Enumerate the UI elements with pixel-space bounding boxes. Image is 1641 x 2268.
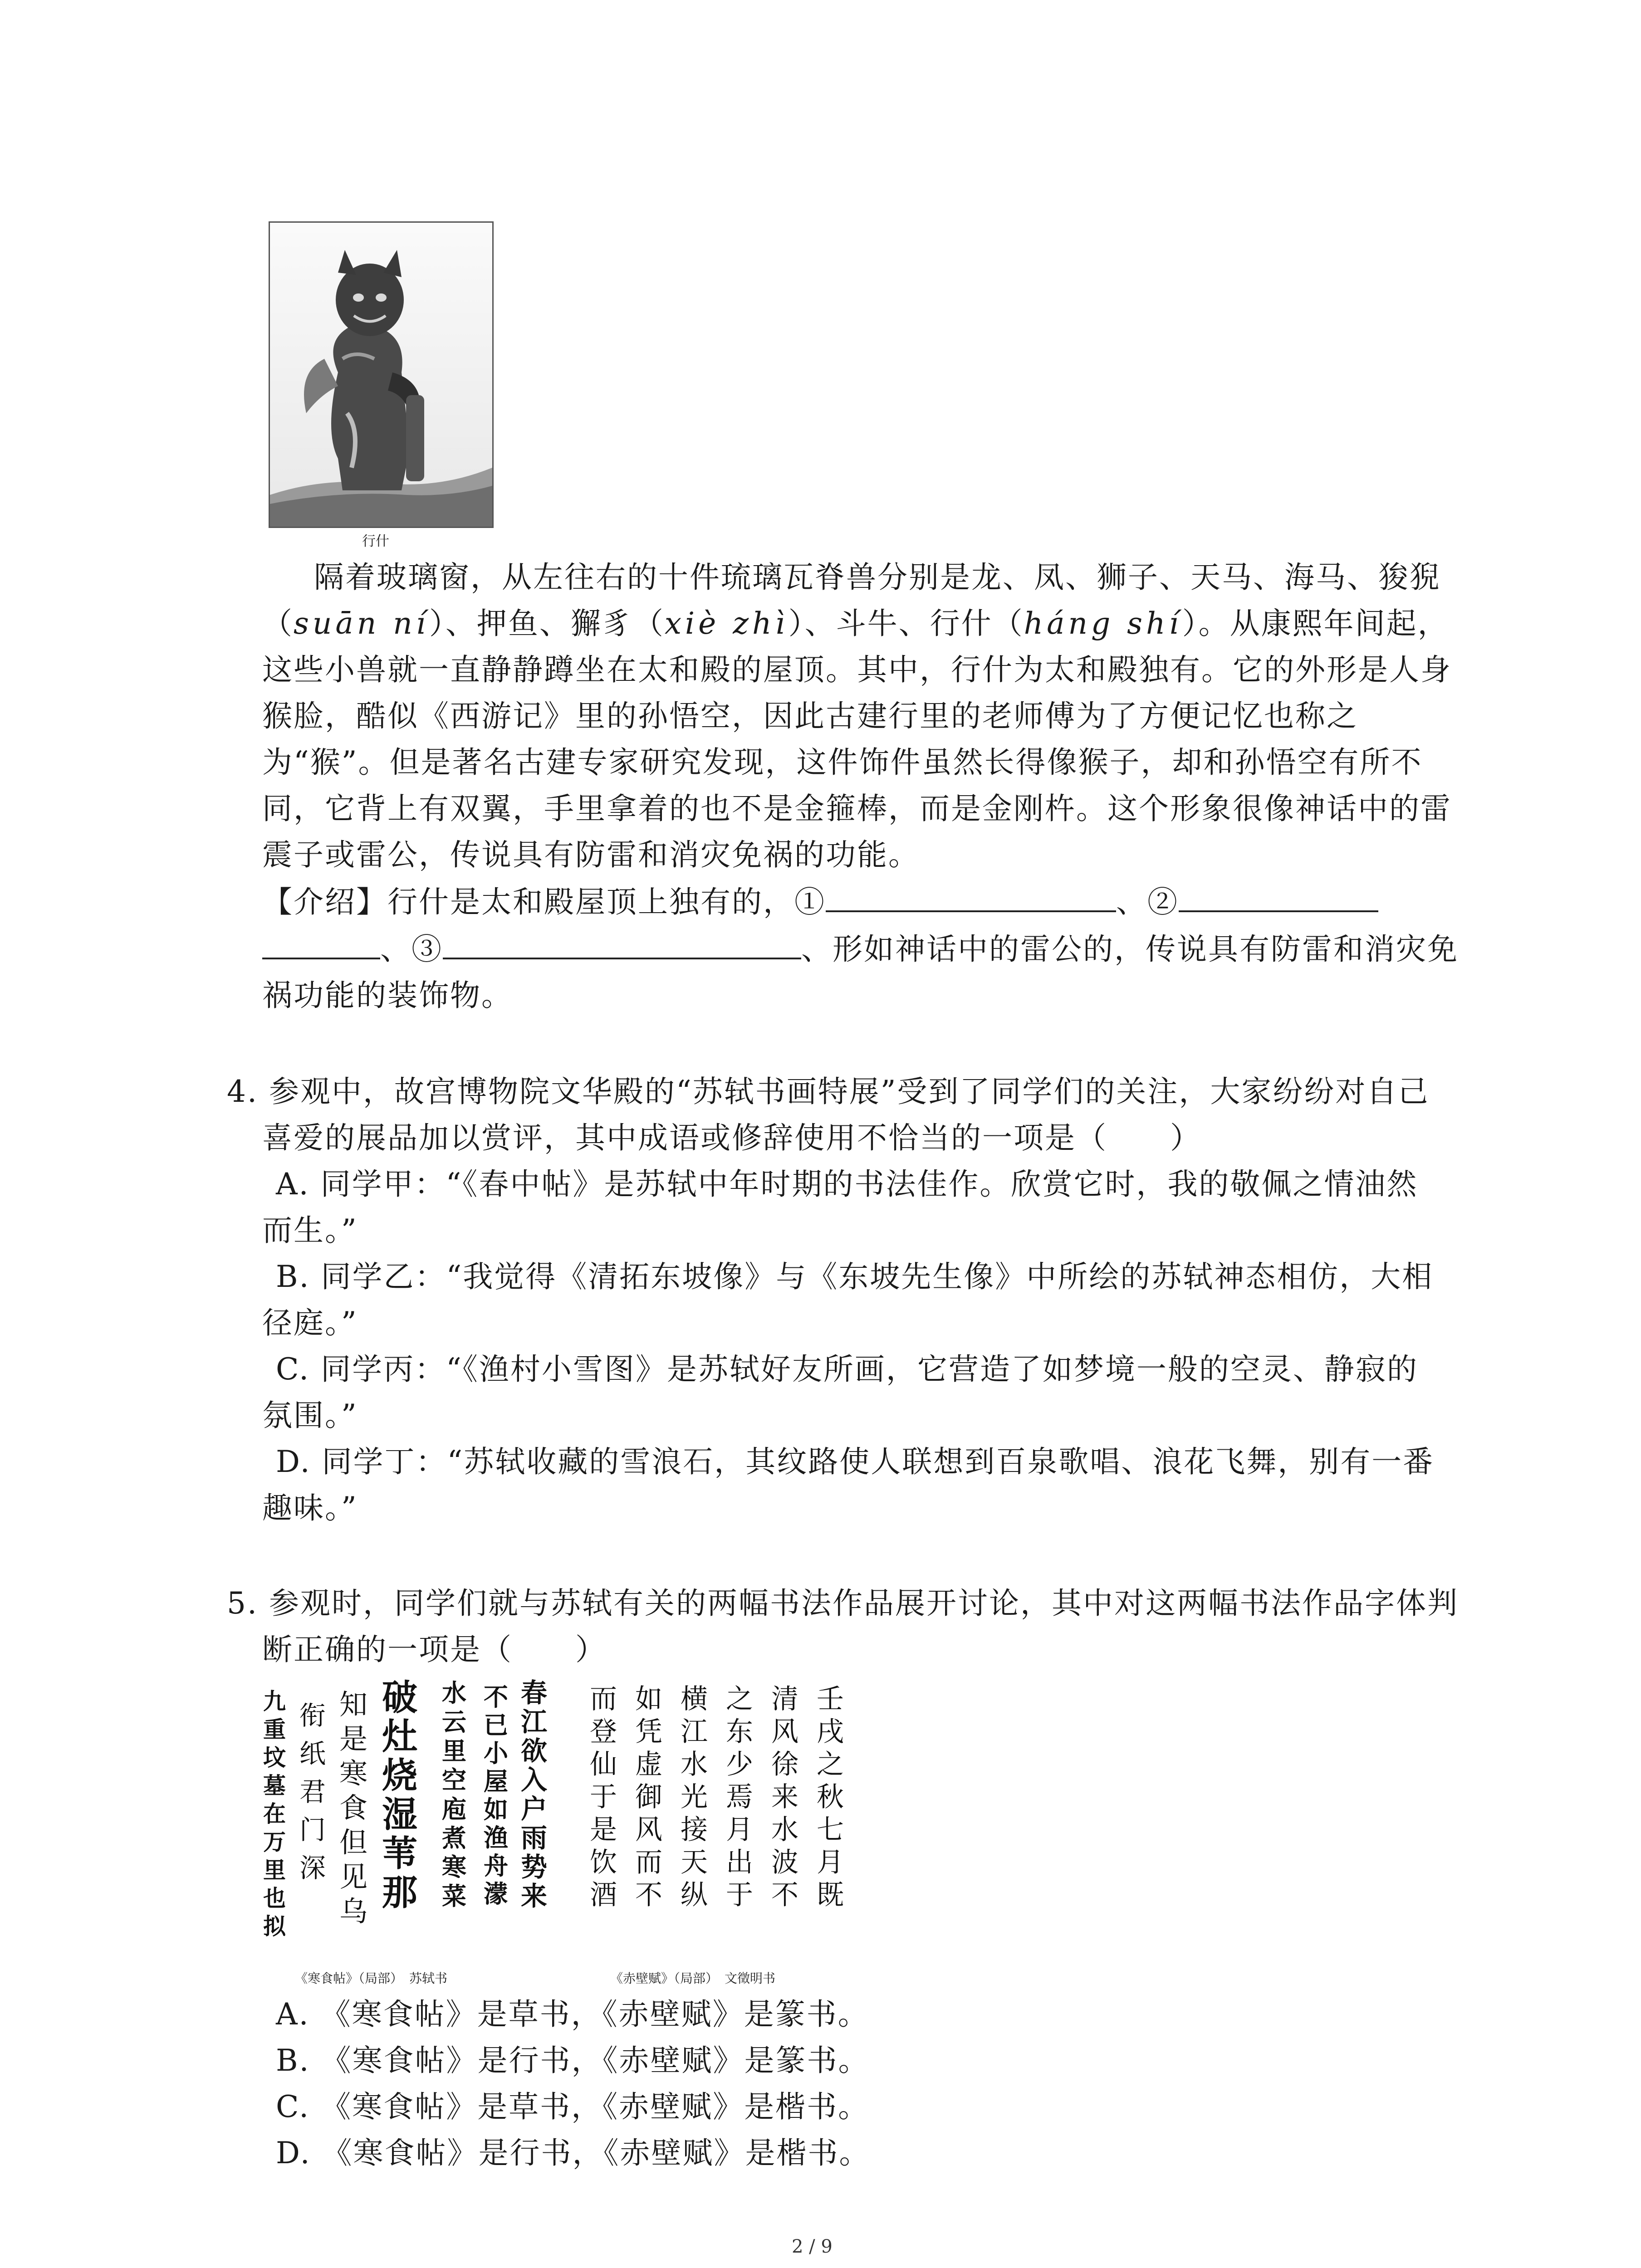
calligraphy-char: 也 [263, 1885, 286, 1911]
chibi-column-2 [771, 1683, 798, 1911]
calligraphy-char: 焉 [726, 1781, 753, 1813]
calligraphy-char: 食 [339, 1791, 368, 1824]
calligraphy-char: 东 [726, 1716, 753, 1748]
calligraphy-char: 乌 [339, 1895, 368, 1928]
calligraphy-char: 七 [817, 1814, 844, 1846]
q5-option-c[interactable]: C. 《寒食帖》是草书，《赤壁赋》是楷书。 [276, 2089, 870, 2124]
chibi-column-1 [817, 1683, 844, 1911]
passage-line-2-c: ）。从康熙年间起， [1182, 606, 1449, 641]
intro-after-3: 、形如神话中的雷公的，传说具有防雷和消灾免 [801, 932, 1459, 967]
passage-line-5: 为“猴”。但是著名古建专家研究发现，这件饰件虽然长得像猴子，却和孙悟空有所不 [262, 745, 1423, 780]
calligraphy-char: 春 [521, 1677, 548, 1708]
calligraphy-char: 不 [635, 1879, 662, 1911]
calligraphy-char: 寒 [339, 1757, 368, 1790]
calligraphy-char: 里 [263, 1857, 286, 1883]
calligraphy-char: 壬 [817, 1683, 844, 1715]
hanshi-column-6 [299, 1696, 326, 1887]
calligraphy-char: 凭 [635, 1716, 662, 1748]
passage-line-7: 震子或雷公，传说具有防雷和消灾免祸的功能。 [262, 837, 920, 872]
calligraphy-char: 拟 [263, 1913, 286, 1940]
chibi-column-4 [681, 1683, 708, 1911]
q4-option-c-cont: 氛围。” [262, 1398, 358, 1433]
q5-stem-2: 断正确的一项是（ ） [262, 1632, 607, 1667]
calligraphy-char: 已 [484, 1711, 508, 1740]
statue-caption: 行什 [362, 533, 389, 549]
calligraphy-char: 少 [726, 1749, 753, 1780]
calligraphy-char: 如 [635, 1683, 662, 1715]
calligraphy-char: 饮 [590, 1847, 617, 1878]
calligraphy-char: 御 [635, 1781, 662, 1813]
calligraphy-char: 君 [299, 1776, 326, 1807]
calligraphy-char: 江 [681, 1716, 708, 1748]
intro-line-3: 祸功能的装饰物。 [262, 978, 513, 1013]
calligraphy-char: 是 [590, 1814, 617, 1846]
calligraphy-char: 纵 [681, 1879, 708, 1911]
hanshi-column-2 [484, 1683, 508, 1908]
calligraphy-char: 门 [299, 1814, 326, 1845]
calligraphy-char: 徐 [771, 1749, 798, 1780]
hanshi-column-7 [263, 1687, 286, 1941]
calligraphy-char: 云 [442, 1707, 466, 1736]
chibi-column-6 [590, 1683, 617, 1911]
calligraphy-char: 里 [442, 1736, 466, 1765]
calligraphy-char: 于 [726, 1879, 753, 1911]
calligraphy-char: 不 [771, 1879, 798, 1911]
calligraphy-char: 庖 [442, 1794, 466, 1823]
intro-sep-2: 、② [1116, 885, 1179, 919]
calligraphy-char: 破 [382, 1677, 418, 1718]
calligraphy-chibi-fu [581, 1678, 853, 1960]
calligraphy-char: 如 [484, 1795, 508, 1824]
q5-option-d[interactable]: D. 《寒食帖》是行书，《赤壁赋》是楷书。 [276, 2136, 871, 2170]
passage-line-2-b: ）、斗牛、行什（ [788, 606, 1024, 641]
calligraphy-char: 登 [590, 1716, 617, 1748]
passage-line-1: 隔着玻璃窗，从左往右的十件琉璃瓦脊兽分别是龙、凤、狮子、天马、海马、狻猊 [314, 560, 1441, 595]
q4-option-b-cont: 径庭。” [262, 1305, 358, 1340]
q4-option-a-cont: 而生。” [262, 1213, 358, 1248]
calligraphy-char: 风 [635, 1814, 662, 1846]
calligraphy-char: 在 [263, 1800, 286, 1827]
calligraphy-char: 濛 [484, 1879, 508, 1908]
page-number: 2 / 9 [792, 2236, 833, 2257]
calligraphy-char: 屋 [484, 1767, 508, 1796]
blank-2-part-1[interactable] [1179, 882, 1378, 912]
intro-line-2 [262, 929, 1459, 970]
blank-3[interactable] [443, 929, 801, 959]
calligraphy-char: 户 [521, 1794, 548, 1824]
calligraphy-char: 菜 [442, 1882, 466, 1911]
calligraphy-char: 而 [590, 1683, 617, 1715]
chibi-column-5 [635, 1683, 662, 1911]
passage-line-4: 猴脸，酷似《西游记》里的孙悟空，因此古建行里的老师傅为了方便记忆也称之 [262, 699, 1358, 733]
calligraphy-char: 苇 [382, 1833, 418, 1874]
calligraphy-char: 来 [771, 1781, 798, 1813]
calligraphy-char: 清 [771, 1683, 798, 1715]
q5-option-b[interactable]: B. 《寒食帖》是行书，《赤壁赋》是篆书。 [276, 2043, 870, 2078]
calligraphy-char: 九 [263, 1688, 286, 1715]
calligraphy-char: 横 [681, 1683, 708, 1715]
calligraphy-char: 之 [817, 1749, 844, 1780]
calligraphy-char: 但 [339, 1826, 368, 1859]
q4-option-d-cont: 趣味。” [262, 1491, 358, 1525]
calligraphy-char: 水 [681, 1749, 708, 1780]
hanshi-column-1 [521, 1678, 547, 1911]
calligraphy-char: 光 [681, 1781, 708, 1813]
calligraphy-char: 不 [484, 1682, 508, 1711]
calligraphy-char: 酒 [590, 1879, 617, 1911]
calligraphy-char: 而 [635, 1847, 662, 1878]
passage-line-2-a: 、押鱼、獬豸（ [445, 606, 665, 641]
q4-option-c[interactable]: C. 同学丙：“《渔村小雪图》是苏轼好友所画，它营造了如梦境一般的空灵、静寂的 [276, 1352, 1418, 1387]
calligraphy-char: 波 [771, 1847, 798, 1878]
calligraphy-char: 入 [521, 1765, 548, 1795]
blank-1[interactable] [826, 882, 1116, 912]
calligraphy-char: 坟 [263, 1744, 286, 1771]
calligraphy-hanshi-tie [259, 1678, 558, 1960]
calligraphy-char: 烧 [382, 1755, 418, 1796]
passage-line-2: （suān ní）、押鱼、獬豸（xiè zhì）、斗牛、行什（háng shí）。从康熙年间起， [262, 606, 1449, 641]
calligraphy-char: 渔 [484, 1823, 508, 1852]
calligraphy-char: 欲 [521, 1735, 548, 1766]
hanshi-caption: 《寒食帖》（局部） 苏轼书 [295, 1971, 448, 1986]
calligraphy-char: 仙 [590, 1749, 617, 1780]
calligraphy-char: 湿 [382, 1794, 418, 1835]
calligraphy-char: 万 [263, 1828, 286, 1855]
statue-figure [269, 221, 494, 528]
calligraphy-char: 接 [681, 1814, 708, 1846]
calligraphy-char: 是 [339, 1722, 368, 1755]
calligraphy-char: 戌 [817, 1716, 844, 1748]
q4-option-b[interactable]: B. 同学乙：“我觉得《清拓东坡像》与《东坡先生像》中所绘的苏轼神态相仿，大相 [276, 1259, 1434, 1294]
calligraphy-char: 之 [726, 1683, 753, 1715]
q5-option-a[interactable]: A. 《寒食帖》是草书，《赤壁赋》是篆书。 [276, 1997, 869, 2032]
calligraphy-char: 月 [726, 1814, 753, 1846]
hanshi-column-4 [382, 1678, 417, 1912]
q4-stem-1: 4. 参观中，故宫博物院文华殿的“苏轼书画特展”受到了同学们的关注，大家纷纷对自己 [227, 1074, 1430, 1109]
calligraphy-char: 那 [382, 1872, 418, 1913]
pinyin-suanni: suān ní [294, 606, 429, 641]
calligraphy-char: 风 [771, 1716, 798, 1748]
calligraphy-char: 知 [339, 1688, 368, 1721]
hanshi-column-5 [339, 1687, 367, 1929]
calligraphy-char: 于 [590, 1781, 617, 1813]
blank-2-part-2[interactable] [262, 929, 380, 959]
passage-line-3: 这些小兽就一直静静蹲坐在太和殿的屋顶。其中，行什为太和殿独有。它的外形是人身 [262, 652, 1452, 687]
calligraphy-char: 煮 [442, 1823, 466, 1853]
calligraphy-char: 秋 [817, 1781, 844, 1813]
pinyin-hangshi: háng shí [1024, 606, 1182, 641]
intro-prefix: 【介绍】行什是太和殿屋顶上独有的，① [262, 885, 826, 919]
pinyin-xiezhi: xiè zhì [664, 606, 789, 641]
q5-stem-1: 5. 参观时，同学们就与苏轼有关的两幅书法作品展开讨论，其中对这两幅书法作品字体判 [227, 1586, 1459, 1621]
q4-option-a[interactable]: A. 同学甲：“《春中帖》是苏轼中年时期的书法佳作。欣赏它时，我的敬佩之情油然 [276, 1167, 1418, 1202]
chibi-column-3 [726, 1683, 753, 1911]
intro-sep-3: 、③ [380, 932, 443, 967]
q4-stem-2: 喜爱的展品加以赏评，其中成语或修辞使用不恰当的一项是（ ） [262, 1120, 1201, 1155]
calligraphy-char: 势 [521, 1852, 548, 1882]
calligraphy-char: 来 [521, 1881, 548, 1911]
calligraphy-char: 重 [263, 1716, 286, 1743]
q4-option-d[interactable]: D. 同学丁：“苏轼收藏的雪浪石，其纹路使人联想到百泉歌唱、浪花飞舞，别有一番 [276, 1444, 1435, 1479]
calligraphy-char: 灶 [382, 1716, 418, 1757]
calligraphy-char: 月 [817, 1847, 844, 1878]
calligraphy-char: 深 [299, 1853, 326, 1883]
calligraphy-char: 衔 [299, 1700, 326, 1731]
calligraphy-char: 墓 [263, 1772, 286, 1799]
calligraphy-char: 空 [442, 1765, 466, 1794]
calligraphy-char: 出 [726, 1847, 753, 1878]
calligraphy-char: 水 [771, 1814, 798, 1846]
intro-line-1 [262, 882, 1378, 923]
calligraphy-char: 寒 [442, 1853, 466, 1882]
hanshi-column-3 [442, 1678, 466, 1911]
passage-line-6: 同，它背上有双翼，手里拿着的也不是金箍棒，而是金刚杵。这个形象很像神话中的雷 [262, 791, 1452, 826]
calligraphy-char: 水 [442, 1678, 466, 1707]
calligraphy-char: 既 [817, 1879, 844, 1911]
calligraphy-char: 见 [339, 1860, 368, 1893]
calligraphy-char: 舟 [484, 1851, 508, 1880]
calligraphy-char: 小 [484, 1739, 508, 1768]
chibi-caption: 《赤壁赋》（局部） 文徵明书 [610, 1971, 776, 1986]
calligraphy-char: 雨 [521, 1823, 548, 1853]
calligraphy-char: 纸 [299, 1738, 326, 1769]
calligraphy-char: 虚 [635, 1749, 662, 1780]
calligraphy-char: 江 [521, 1706, 548, 1737]
calligraphy-char: 天 [681, 1847, 708, 1878]
xingshi-statue-image [270, 223, 492, 527]
